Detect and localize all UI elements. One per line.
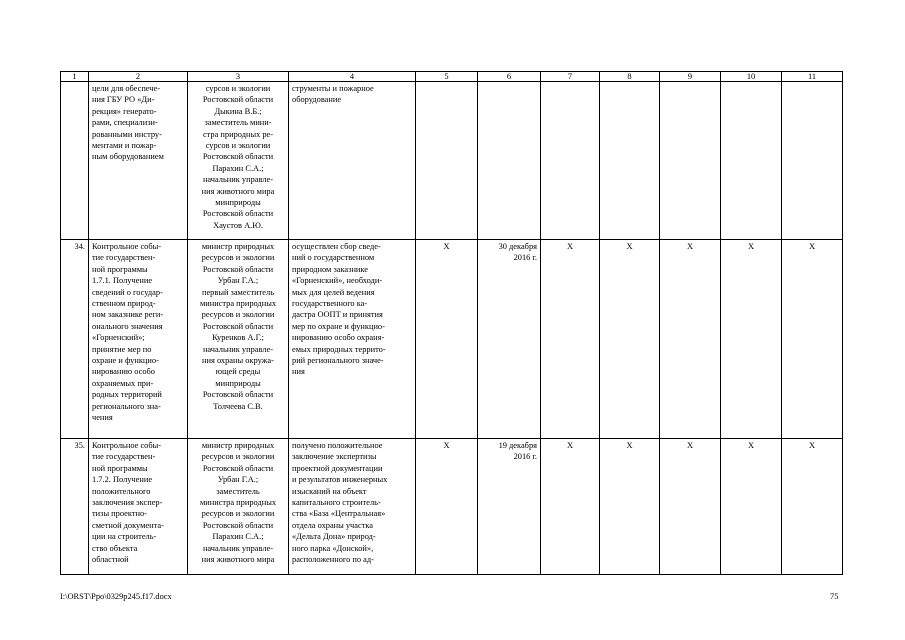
col-header: 7: [541, 72, 600, 82]
col11-cell: [782, 82, 843, 240]
col10-cell: X: [721, 439, 782, 575]
col-header: 4: [289, 72, 416, 82]
result-cell: получено положительное заключение экспертизы проектной документации и результатов инженерных изысканий на объект капитального строитель- ства «База «Центральная» отдела охраны участка «Дельта Дона» природ- ного парка «Донской», расположенного по ад-: [289, 439, 416, 575]
col7-cell: X: [541, 439, 600, 575]
col7-cell: X: [541, 240, 600, 439]
col9-cell: [660, 82, 721, 240]
col5-cell: X: [416, 439, 478, 575]
col-header: 5: [416, 72, 478, 82]
col-header: 10: [721, 72, 782, 82]
col9-cell: X: [660, 240, 721, 439]
table-row: [61, 82, 843, 240]
row-number: 35.: [61, 439, 89, 575]
date-cell: [478, 82, 541, 240]
column-number-row: [61, 72, 843, 82]
responsible-cell: сурсов и экологии Ростовской области Дыкина В.Б.; заместитель мини- стра природных ре- сурсов и экологии Ростовской области Парахин С.А.; начальник управле- ния животного мира минприроды Ростовской области Хаустов А.Ю.: [188, 82, 289, 240]
result-cell: осуществлен сбор сведе- ний о государственном природном заказнике «Горненский», необходи- мых для целей ведения государственного ка- дастра ООПТ и принятия мер по охране и функцио- нированию особо охраня- емых природных террито- рий регионального значе- ния: [289, 240, 416, 439]
table-row: [61, 439, 843, 575]
col11-cell: X: [782, 439, 843, 575]
col9-cell: X: [660, 439, 721, 575]
col-header: 8: [600, 72, 660, 82]
col-header: 3: [188, 72, 289, 82]
col8-cell: [600, 82, 660, 240]
row-number: 34.: [61, 240, 89, 439]
col-header: 2: [89, 72, 188, 82]
row-number: [61, 82, 89, 240]
event-cell: цели для обеспече- ния ГБУ РО «Ди- рекция» генерато- рами, специализи- рованными инстру- ментами и пожар- ным оборудованием: [89, 82, 188, 240]
col-header: 6: [478, 72, 541, 82]
plan-table: [60, 71, 843, 575]
page-number: 75: [830, 592, 839, 601]
col-header: 11: [782, 72, 843, 82]
responsible-cell: министр природных ресурсов и экологии Ростовской области Урбан Г.А.; заместитель министра природных ресурсов и экологии Ростовской области Парахин С.А.; начальник управле- ния животного мира: [188, 439, 289, 575]
file-path: I:\ORST\Ppo\0329p245.f17.docx: [60, 592, 172, 601]
event-cell: Контрольное собы- тие государствен- ной программы 1.7.1. Получение сведений о государ- ственном природ- ном заказнике реги- онального значения «Горненский»; принятие мер по охране и функцио- нированию особо охраняемых при- родных территорий регионального зна- чения: [89, 240, 188, 439]
col5-cell: [416, 82, 478, 240]
result-cell: струменты и пожарное оборудование: [289, 82, 416, 240]
responsible-cell: министр природных ресурсов и экологии Ростовской области Урбан Г.А.; первый заместитель министра природных ресурсов и экологии Ростовской области Куренков А.Г.; начальник управле- ния охраны окружа- ющей среды минприроды Ростовской области Толчеева С.В.: [188, 240, 289, 439]
col-header: 9: [660, 72, 721, 82]
col11-cell: X: [782, 240, 843, 439]
col5-cell: X: [416, 240, 478, 439]
col8-cell: X: [600, 240, 660, 439]
col-header: 1: [61, 72, 89, 82]
col10-cell: X: [721, 240, 782, 439]
date-cell: 30 декабря 2016 г.: [478, 240, 541, 439]
col7-cell: [541, 82, 600, 240]
table-row: [61, 240, 843, 439]
date-cell: 19 декабря 2016 г.: [478, 439, 541, 575]
col10-cell: [721, 82, 782, 240]
col8-cell: X: [600, 439, 660, 575]
event-cell: Контрольное собы- тие государствен- ной программы 1.7.2. Получение положительного заключения экспер- тизы проектно- сметной документа- ции на строитель- ство объекта областной: [89, 439, 188, 575]
